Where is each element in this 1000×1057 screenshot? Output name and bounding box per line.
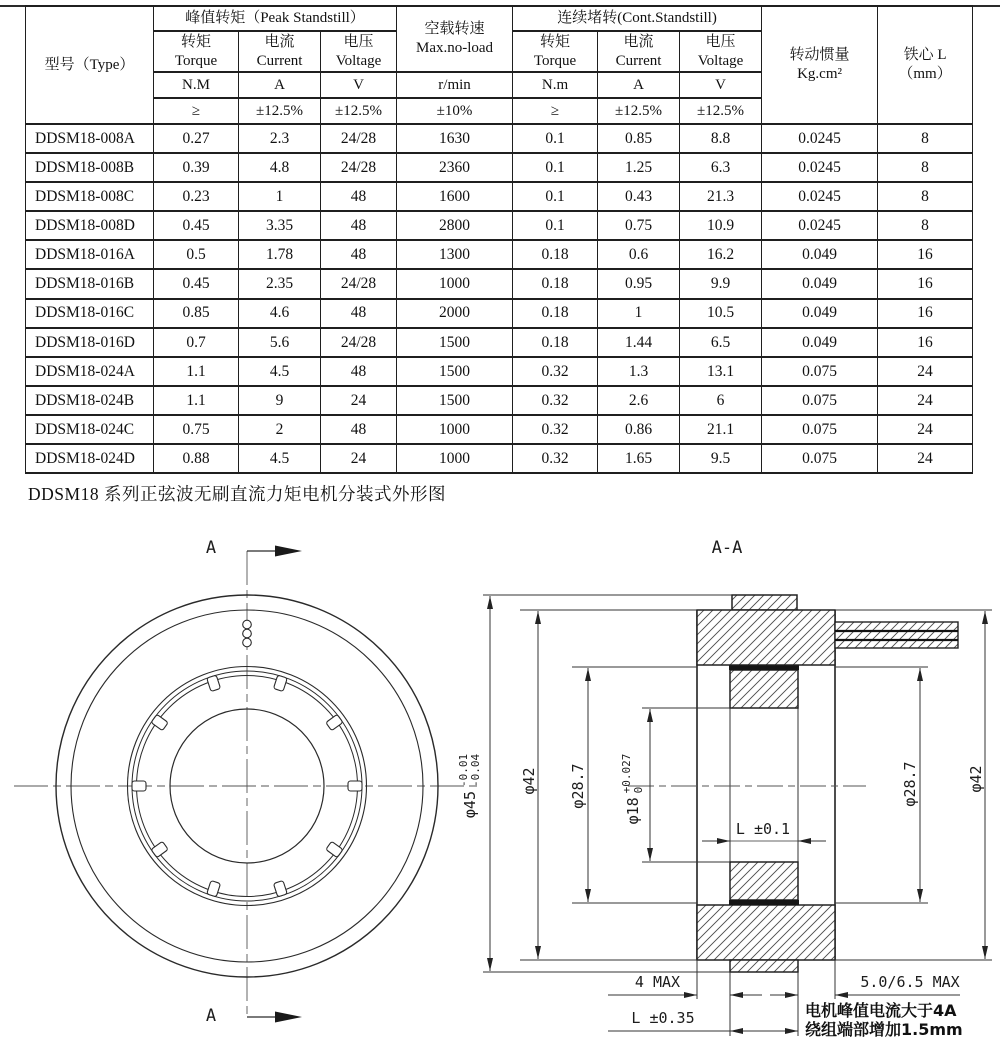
value-cell: 4.8 — [239, 153, 321, 182]
value-cell: 48 — [321, 182, 397, 211]
value-cell: 1600 — [397, 182, 513, 211]
air-gap-band-bottom — [729, 900, 799, 905]
value-cell: 6.5 — [680, 328, 762, 357]
value-cell: 0.75 — [598, 211, 680, 240]
header-sub-current-1: 电流 Current — [239, 31, 321, 72]
model-cell: DDSM18-016A — [26, 240, 154, 269]
table-row — [26, 357, 973, 386]
value-cell: 0.85 — [598, 124, 680, 153]
dim-core-length: L ±0.1 — [735, 820, 791, 838]
header-sub-torque-2: 转矩 Torque — [513, 31, 598, 72]
value-cell: 2800 — [397, 211, 513, 240]
dim-phi42-right: φ42 — [967, 765, 985, 793]
value-cell: 9 — [239, 386, 321, 415]
dim-phi42-left: φ42 — [520, 767, 538, 795]
value-cell: 0.1 — [513, 124, 598, 153]
value-cell: 0.7 — [154, 328, 239, 357]
value-cell: 0.18 — [513, 240, 598, 269]
value-cell: 1 — [598, 299, 680, 328]
value-cell: 2000 — [397, 299, 513, 328]
header-cont-group: 连续堵转(Cont.Standstill) — [513, 6, 762, 31]
dim-core-length-outer: L ±0.35 — [631, 1009, 695, 1027]
value-cell: 24/28 — [321, 269, 397, 298]
table-row — [26, 269, 973, 298]
model-cell: DDSM18-024A — [26, 357, 154, 386]
model-cell: DDSM18-024C — [26, 415, 154, 444]
value-cell: 0.88 — [154, 444, 239, 473]
tolerance-cell: ±10% — [397, 98, 513, 124]
value-cell: 16 — [878, 328, 973, 357]
value-cell: 8.8 — [680, 124, 762, 153]
value-cell: 0.5 — [154, 240, 239, 269]
value-cell: 0.18 — [513, 299, 598, 328]
tolerance-cell: ±12.5% — [598, 98, 680, 124]
model-cell: DDSM18-024B — [26, 386, 154, 415]
value-cell: 8 — [878, 182, 973, 211]
table-row — [26, 415, 973, 444]
dim-right-gap: 5.0/6.5 MAX — [860, 973, 960, 991]
value-cell: 24 — [878, 415, 973, 444]
value-cell: 24 — [321, 444, 397, 473]
section-cut-label-bottom: A — [205, 1006, 217, 1026]
value-cell: 8 — [878, 124, 973, 153]
value-cell: 0.0245 — [762, 124, 878, 153]
header-inertia — [762, 6, 878, 124]
dim-phi45: φ45 -0.01 -0.04 — [456, 753, 482, 819]
value-cell: 0.45 — [154, 269, 239, 298]
table-row — [26, 182, 973, 211]
dim-phi287-left: φ28.7 — [569, 763, 587, 809]
section-cut-label-top: A — [205, 538, 217, 558]
value-cell: 0.32 — [513, 444, 598, 473]
model-cell: DDSM18-016C — [26, 299, 154, 328]
value-cell: 24 — [878, 444, 973, 473]
lead-wire-holes — [243, 620, 252, 647]
winding-note-line1: 电机峰值电流大于4A — [805, 1001, 957, 1020]
model-cell: DDSM18-008A — [26, 124, 154, 153]
value-cell: 9.9 — [680, 269, 762, 298]
value-cell: 48 — [321, 415, 397, 444]
value-cell: 48 — [321, 240, 397, 269]
value-cell: 0.86 — [598, 415, 680, 444]
hatched-sections — [697, 595, 835, 972]
spec-table — [25, 5, 973, 474]
table-row — [26, 386, 973, 415]
value-cell: 48 — [321, 299, 397, 328]
value-cell: 0.049 — [762, 269, 878, 298]
tolerance-cell: ±12.5% — [680, 98, 762, 124]
header-core-zh: 铁心 L — [903, 47, 947, 64]
value-cell: 0.18 — [513, 269, 598, 298]
value-cell: 0.32 — [513, 386, 598, 415]
unit-cell: V — [680, 72, 762, 98]
value-cell: 0.1 — [513, 182, 598, 211]
value-cell: 0.75 — [154, 415, 239, 444]
value-cell: 24 — [321, 386, 397, 415]
value-cell: 2 — [239, 415, 321, 444]
value-cell: 2.6 — [598, 386, 680, 415]
value-cell: 0.0245 — [762, 211, 878, 240]
unit-cell: N.m — [513, 72, 598, 98]
value-cell: 4.5 — [239, 357, 321, 386]
model-cell: DDSM18-024D — [26, 444, 154, 473]
value-cell: 2.35 — [239, 269, 321, 298]
tolerance-cell: ≥ — [154, 98, 239, 124]
value-cell: 0.43 — [598, 182, 680, 211]
value-cell: 0.18 — [513, 328, 598, 357]
table-row — [26, 240, 973, 269]
value-cell: 0.049 — [762, 299, 878, 328]
value-cell: 0.45 — [154, 211, 239, 240]
value-cell: 1500 — [397, 386, 513, 415]
value-cell: 0.27 — [154, 124, 239, 153]
value-cell: 13.1 — [680, 357, 762, 386]
value-cell: 48 — [321, 357, 397, 386]
value-cell: 1 — [239, 182, 321, 211]
unit-cell: A — [598, 72, 680, 98]
header-peak-group: 峰值转矩（Peak Standstill） — [154, 6, 397, 31]
value-cell: 0.1 — [513, 153, 598, 182]
table-row — [26, 299, 973, 328]
value-cell: 24/28 — [321, 124, 397, 153]
spec-table-body — [26, 124, 973, 473]
model-cell: DDSM18-008C — [26, 182, 154, 211]
table-row — [26, 328, 973, 357]
model-cell: DDSM18-016B — [26, 269, 154, 298]
value-cell: 1500 — [397, 357, 513, 386]
table-row — [26, 153, 973, 182]
value-cell: 0.075 — [762, 357, 878, 386]
value-cell: 1500 — [397, 328, 513, 357]
value-cell: 0.95 — [598, 269, 680, 298]
value-cell: 1.44 — [598, 328, 680, 357]
dim-left-gap: 4 MAX — [634, 973, 681, 991]
value-cell: 16 — [878, 240, 973, 269]
value-cell: 16.2 — [680, 240, 762, 269]
value-cell: 48 — [321, 211, 397, 240]
value-cell: 2360 — [397, 153, 513, 182]
header-sub-current-2: 电流 Current — [598, 31, 680, 72]
value-cell: 1630 — [397, 124, 513, 153]
value-cell: 1.1 — [154, 386, 239, 415]
value-cell: 6.3 — [680, 153, 762, 182]
header-inertia-zh: 转动惯量 — [789, 47, 850, 64]
dim-phi18: φ18 +0.027 0 — [619, 753, 645, 825]
lead-wires — [835, 622, 958, 648]
value-cell: 16 — [878, 299, 973, 328]
value-cell: 1300 — [397, 240, 513, 269]
header-sub-voltage-1: 电压 Voltage — [321, 31, 397, 72]
value-cell: 0.85 — [154, 299, 239, 328]
value-cell: 1.1 — [154, 357, 239, 386]
value-cell: 0.049 — [762, 240, 878, 269]
header-sub-voltage-2: 电压 Voltage — [680, 31, 762, 72]
value-cell: 24/28 — [321, 328, 397, 357]
value-cell: 24 — [878, 357, 973, 386]
value-cell: 8 — [878, 211, 973, 240]
value-cell: 4.6 — [239, 299, 321, 328]
value-cell: 5.6 — [239, 328, 321, 357]
header-type: 型号（Type） — [26, 6, 154, 124]
tolerance-cell: ±12.5% — [321, 98, 397, 124]
value-cell: 1.78 — [239, 240, 321, 269]
section-view-title: A-A — [711, 538, 743, 558]
winding-note-line2: 绕组端部增加1.5mm — [805, 1020, 963, 1039]
header-sub-torque-1: 转矩 Torque — [154, 31, 239, 72]
section-cut-marks — [247, 546, 302, 1023]
tolerance-cell: ≥ — [513, 98, 598, 124]
value-cell: 4.5 — [239, 444, 321, 473]
unit-cell: V — [321, 72, 397, 98]
value-cell: 2.3 — [239, 124, 321, 153]
unit-cell: r/min — [397, 72, 513, 98]
value-cell: 1000 — [397, 269, 513, 298]
value-cell: 21.3 — [680, 182, 762, 211]
value-cell: 0.049 — [762, 328, 878, 357]
value-cell: 0.1 — [513, 211, 598, 240]
header-inertia-unit: Kg.cm² — [797, 66, 842, 82]
header-core — [878, 6, 973, 124]
value-cell: 6 — [680, 386, 762, 415]
value-cell: 10.5 — [680, 299, 762, 328]
value-cell: 10.9 — [680, 211, 762, 240]
value-cell: 0.075 — [762, 386, 878, 415]
unit-cell: N.M — [154, 72, 239, 98]
value-cell: 0.32 — [513, 415, 598, 444]
value-cell: 0.075 — [762, 415, 878, 444]
header-noload — [397, 6, 513, 72]
value-cell: 1000 — [397, 415, 513, 444]
table-row — [26, 211, 973, 240]
figure-caption: DDSM18 系列正弦波无刷直流力矩电机分装式外形图 — [28, 484, 446, 504]
header-noload-en: Max.no-load — [415, 40, 494, 56]
header-noload-zh: 空载转速 — [424, 21, 485, 38]
value-cell: 16 — [878, 269, 973, 298]
value-cell: 1.65 — [598, 444, 680, 473]
value-cell: 0.6 — [598, 240, 680, 269]
model-cell: DDSM18-008D — [26, 211, 154, 240]
value-cell: 24/28 — [321, 153, 397, 182]
value-cell: 1.25 — [598, 153, 680, 182]
value-cell: 9.5 — [680, 444, 762, 473]
value-cell: 0.075 — [762, 444, 878, 473]
value-cell: 0.23 — [154, 182, 239, 211]
value-cell: 0.32 — [513, 357, 598, 386]
header-core-unit: （mm） — [898, 66, 952, 82]
model-cell: DDSM18-016D — [26, 328, 154, 357]
value-cell: 1000 — [397, 444, 513, 473]
model-cell: DDSM18-008B — [26, 153, 154, 182]
dim-phi287-right: φ28.7 — [901, 761, 919, 807]
unit-cell: A — [239, 72, 321, 98]
air-gap-band-top — [729, 666, 799, 671]
value-cell: 1.3 — [598, 357, 680, 386]
value-cell: 0.39 — [154, 153, 239, 182]
table-row — [26, 124, 973, 153]
value-cell: 24 — [878, 386, 973, 415]
value-cell: 0.0245 — [762, 182, 878, 211]
front-view — [14, 546, 480, 1023]
tolerance-cell: ±12.5% — [239, 98, 321, 124]
winding-note — [805, 1001, 963, 1039]
table-row — [26, 444, 973, 473]
value-cell: 8 — [878, 153, 973, 182]
value-cell: 0.0245 — [762, 153, 878, 182]
value-cell: 21.1 — [680, 415, 762, 444]
value-cell: 3.35 — [239, 211, 321, 240]
